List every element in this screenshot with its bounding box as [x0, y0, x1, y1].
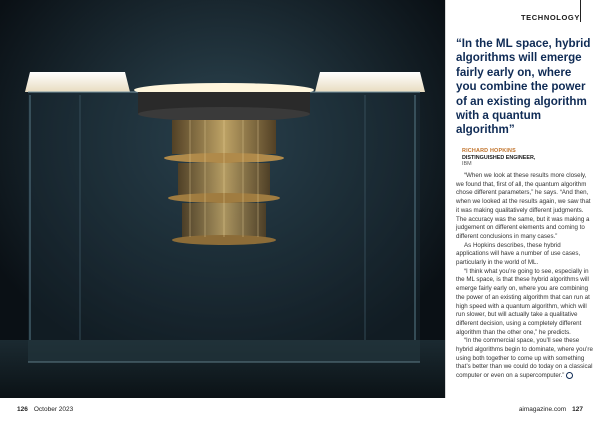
- body-paragraph: “I think what you’re going to see, especially in the ML space, is that these hybrid algorithms will emerge fairly early on, where you are combining the power of an existing algorithm that can run at high speed with a quantum algorithm, which will run slower, but will actually take a qualitative different decision, using a completely different algorithm than the other one,” he predicts.: [456, 267, 590, 336]
- right-folio: [519, 406, 583, 413]
- page-gutter: [445, 0, 446, 398]
- left-folio: [17, 406, 73, 413]
- issue-date: October 2023: [33, 406, 74, 413]
- body-paragraph: As Hopkins describes, these hybrid applications will have a number of use cases, particularly in the world of ML.: [456, 241, 581, 267]
- ceiling-light-left: [25, 72, 130, 92]
- author-company: IBM: [462, 161, 472, 168]
- ceiling-light-right: [315, 72, 425, 92]
- author-credit: [462, 148, 592, 168]
- right-page-number: 127: [572, 406, 583, 413]
- section-label: TECHNOLOGY: [521, 13, 580, 22]
- body-paragraph: [456, 337, 594, 381]
- pull-quote: “In the ML space, hybrid algorithms will emerge fairly early on, where you combine the power of an existing algorithm with a quantum algorithm”: [456, 37, 591, 137]
- author-role: DISTINGUISHED ENGINEER,: [462, 154, 536, 161]
- site-name: aimagazine.com: [518, 406, 567, 413]
- end-mark-icon: [566, 372, 573, 379]
- section-rule: [580, 0, 581, 22]
- body-paragraph-text: “In the commercial space, you’ll see these hybrid algorithms begin to dominate, where you’re using both together to come up with something that’s better than we could do today on a classical computer or even on a supercomputer.”: [456, 337, 593, 380]
- left-page-number: 126: [17, 406, 28, 413]
- body-paragraph: “When we look at these results more closely, we found that, first of all, the quantum algorithm chose different parameters,” he says. “And then, when we looked at the results again, we saw that it was making qualitatively different judgments. The accuracy was the same, but it was making a judgement on different elements and coming to different conclusions in many cases.”: [456, 172, 591, 240]
- article-body: [456, 172, 594, 381]
- author-name: RICHARD HOPKINS: [462, 148, 516, 154]
